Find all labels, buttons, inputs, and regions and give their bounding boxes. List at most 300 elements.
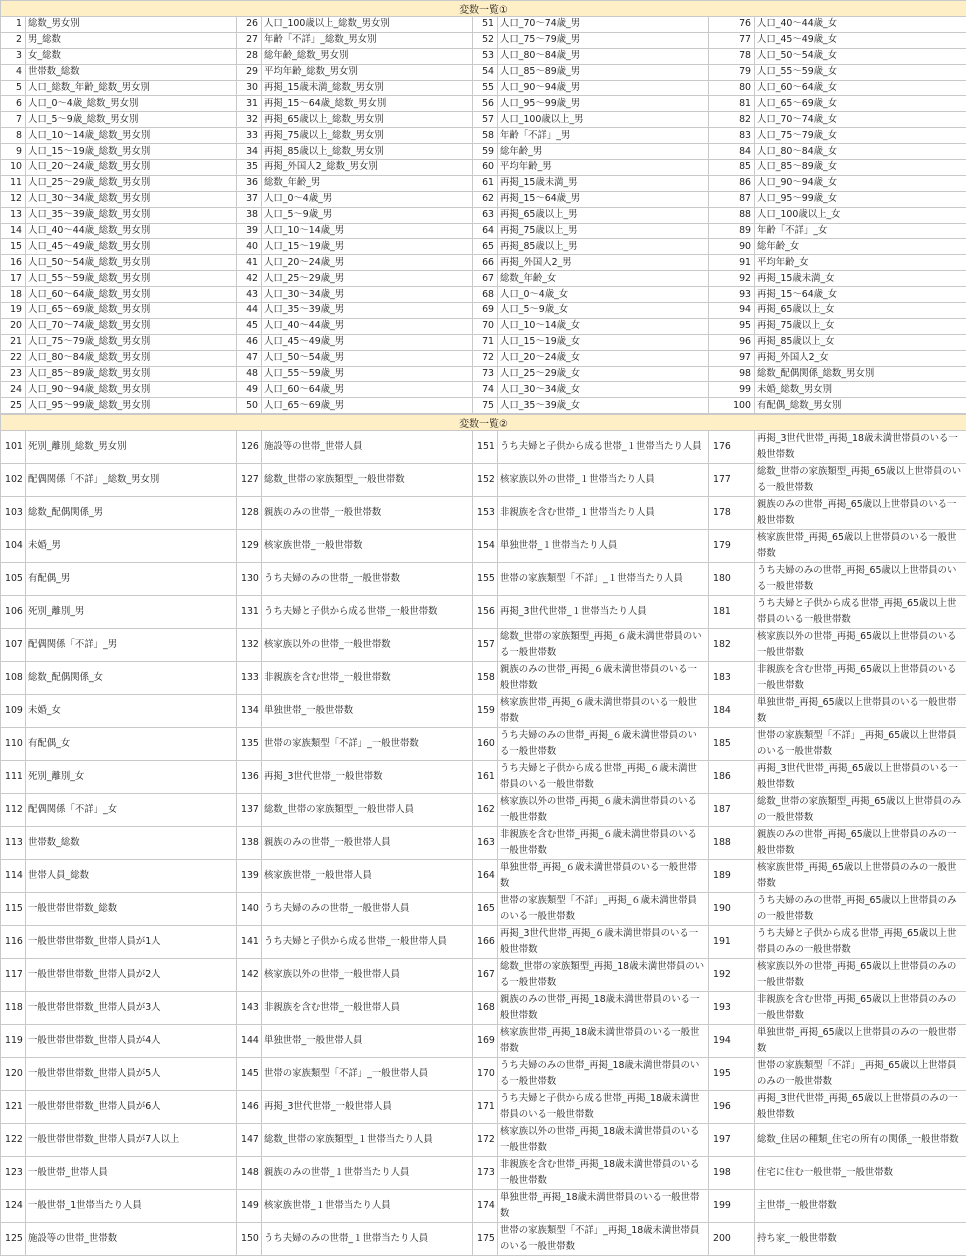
variable-number: 56 — [473, 96, 498, 112]
variable-name: 施設等の世帯_世帯人員 — [262, 431, 473, 464]
variable-name: 人口_0～4歳_女 — [498, 287, 709, 303]
variable-number: 167 — [473, 959, 498, 992]
variable-number: 137 — [237, 794, 262, 827]
variable-number: 118 — [1, 992, 26, 1025]
variable-number: 39 — [237, 223, 262, 239]
variable-number: 98 — [709, 366, 755, 382]
variable-number: 65 — [473, 239, 498, 255]
variable-name: 総数_世帯の家族類型_再掲_18歳未満世帯員のいる一般世帯数 — [498, 959, 709, 992]
variable-name: 人口_65～69歳_総数_男女別 — [26, 303, 237, 319]
variable-name: 平均年齢_総数_男女別 — [262, 64, 473, 80]
table-row — [1, 128, 966, 144]
table-row — [1, 959, 966, 992]
variable-number: 116 — [1, 926, 26, 959]
table-row — [1, 239, 966, 255]
variable-number: 84 — [709, 144, 755, 160]
variable-number: 33 — [237, 128, 262, 144]
variable-name: 総数_年齢_男 — [262, 175, 473, 191]
variable-number: 73 — [473, 366, 498, 382]
variable-number: 122 — [1, 1124, 26, 1157]
variable-name: 人口_95～99歳_男 — [498, 96, 709, 112]
table-row — [1, 366, 966, 382]
variable-name: 人口_70～74歳_男 — [498, 17, 709, 33]
variable-number: 139 — [237, 860, 262, 893]
variable-name: 核家族世帯_再掲_６歳未満世帯員のいる一般世帯数 — [498, 695, 709, 728]
variable-name: 総数_世帯の家族類型_１世帯当たり人員 — [262, 1124, 473, 1157]
variable-name: 親族のみの世帯_一般世帯数 — [262, 497, 473, 530]
table-row — [1, 191, 966, 207]
table-row — [1, 160, 966, 176]
variable-name: 一般世帯世帯数_世帯人員が2人 — [26, 959, 237, 992]
variable-name: 核家族世帯_再掲_65歳以上世帯員のいる一般世帯数 — [755, 530, 966, 563]
variable-number: 13 — [1, 207, 26, 223]
variable-name: 配偶関係「不詳」_男 — [26, 629, 237, 662]
variable-number: 109 — [1, 695, 26, 728]
variable-number: 180 — [709, 563, 755, 596]
variable-number: 155 — [473, 563, 498, 596]
variable-number: 14 — [1, 223, 26, 239]
variable-name: 人口_0～4歳_総数_男女別 — [26, 96, 237, 112]
variable-number: 140 — [237, 893, 262, 926]
variable-number: 195 — [709, 1058, 755, 1091]
variable-number: 153 — [473, 497, 498, 530]
table-row — [1, 175, 966, 191]
variable-number: 38 — [237, 207, 262, 223]
variable-name: 死別_離別_男 — [26, 596, 237, 629]
variable-list-2-body — [1, 431, 966, 1256]
variable-number: 159 — [473, 695, 498, 728]
variable-name: 人口_75～79歳_男 — [498, 32, 709, 48]
variable-number: 181 — [709, 596, 755, 629]
variable-name: うち夫婦のみの世帯_一般世帯人員 — [262, 893, 473, 926]
variable-number: 111 — [1, 761, 26, 794]
variable-number: 190 — [709, 893, 755, 926]
table-row — [1, 207, 966, 223]
variable-name: 総数_世帯の家族類型_一般世帯数 — [262, 464, 473, 497]
table-row — [1, 794, 966, 827]
variable-name: 一般世帯世帯数_世帯人員が6人 — [26, 1091, 237, 1124]
table-row — [1, 860, 966, 893]
variable-number: 53 — [473, 48, 498, 64]
variable-number: 131 — [237, 596, 262, 629]
variable-name: 非親族を含む世帯_再掲_６歳未満世帯員のいる一般世帯数 — [498, 827, 709, 860]
table-row — [1, 223, 966, 239]
variable-number: 187 — [709, 794, 755, 827]
variable-number: 179 — [709, 530, 755, 563]
variable-number: 29 — [237, 64, 262, 80]
variable-number: 166 — [473, 926, 498, 959]
variable-name: 再掲_外国人2_総数_男女別 — [262, 160, 473, 176]
variable-name: 再掲_3世代世帯_再掲_65歳以上世帯員のみの一般世帯数 — [755, 1091, 966, 1124]
variable-number: 141 — [237, 926, 262, 959]
variable-name: 人口_25～29歳_総数_男女別 — [26, 175, 237, 191]
variable-number: 34 — [237, 144, 262, 160]
variable-name: 人口_25～29歳_女 — [498, 366, 709, 382]
variable-number: 164 — [473, 860, 498, 893]
variable-number: 88 — [709, 207, 755, 223]
table-row — [1, 992, 966, 1025]
variable-name: 再掲_65歳以上_女 — [755, 303, 966, 319]
variable-number: 92 — [709, 271, 755, 287]
variable-name: 世帯の家族類型「不詳」_一般世帯人員 — [262, 1058, 473, 1091]
table-row — [1, 334, 966, 350]
variable-name: 核家族以外の世帯_再掲_18歳未満世帯員のいる一般世帯数 — [498, 1124, 709, 1157]
variable-name: うち夫婦のみの世帯_再掲_65歳以上世帯員のいる一般世帯数 — [755, 563, 966, 596]
variable-number: 28 — [237, 48, 262, 64]
section-header-1: 変数一覧① — [1, 1, 966, 17]
variable-number: 120 — [1, 1058, 26, 1091]
variable-number: 61 — [473, 175, 498, 191]
variable-name: 人口_80～84歳_総数_男女別 — [26, 350, 237, 366]
table-row — [1, 303, 966, 319]
variable-number: 91 — [709, 255, 755, 271]
table-row — [1, 318, 966, 334]
variable-name: 核家族以外の世帯_再掲_６歳未満世帯員のいる一般世帯数 — [498, 794, 709, 827]
variable-number: 70 — [473, 318, 498, 334]
variable-name: 世帯の家族類型「不詳」_再掲_65歳以上世帯員のみの一般世帯数 — [755, 1058, 966, 1091]
variable-name: うち夫婦のみの世帯_再掲_18歳未満世帯員のいる一般世帯数 — [498, 1058, 709, 1091]
variable-number: 132 — [237, 629, 262, 662]
variable-number: 57 — [473, 112, 498, 128]
variable-name: うち夫婦のみの世帯_再掲_６歳未満世帯員のいる一般世帯数 — [498, 728, 709, 761]
variable-number: 130 — [237, 563, 262, 596]
variable-name: 核家族以外の世帯_再掲_65歳以上世帯員のいる一般世帯数 — [755, 629, 966, 662]
variable-name: うち夫婦と子供から成る世帯_１世帯当たり人員 — [498, 431, 709, 464]
table-row — [1, 530, 966, 563]
variable-name: 人口_20～24歳_女 — [498, 350, 709, 366]
table-row — [1, 350, 966, 366]
variable-name: 人口_20～24歳_男 — [262, 255, 473, 271]
variable-name: 世帯数_総数 — [26, 827, 237, 860]
variable-number: 50 — [237, 398, 262, 414]
variable-name: 人口_45～49歳_総数_男女別 — [26, 239, 237, 255]
table-row — [1, 17, 966, 33]
variable-number: 96 — [709, 334, 755, 350]
table-row — [1, 287, 966, 303]
variable-number: 55 — [473, 80, 498, 96]
variable-name: 人口_70～74歳_総数_男女別 — [26, 318, 237, 334]
variable-name: 人口_100歳以上_男 — [498, 112, 709, 128]
variable-name: 再掲_65歳以上_男 — [498, 207, 709, 223]
variable-number: 40 — [237, 239, 262, 255]
variable-number: 103 — [1, 497, 26, 530]
variable-number: 160 — [473, 728, 498, 761]
variable-number: 71 — [473, 334, 498, 350]
variable-name: 再掲_85歳以上_男 — [498, 239, 709, 255]
variable-number: 191 — [709, 926, 755, 959]
variable-name: 人口_40～44歳_男 — [262, 318, 473, 334]
variable-name: 再掲_3世代世帯_再掲_18歳未満世帯員のいる一般世帯数 — [755, 431, 966, 464]
table-row — [1, 271, 966, 287]
variable-number: 97 — [709, 350, 755, 366]
variable-name: 再掲_3世代世帯_一般世帯人員 — [262, 1091, 473, 1124]
variable-name: 人口_15～19歳_総数_男女別 — [26, 144, 237, 160]
variable-number: 102 — [1, 464, 26, 497]
variable-name: 一般世帯世帯数_総数 — [26, 893, 237, 926]
variable-name: 人口_75～79歳_女 — [755, 128, 966, 144]
variable-name: 人口_0～4歳_男 — [262, 191, 473, 207]
variable-name: 人口_80～84歳_女 — [755, 144, 966, 160]
variable-number: 10 — [1, 160, 26, 176]
table-row — [1, 1025, 966, 1058]
variable-name: 再掲_3世代世帯_一般世帯数 — [262, 761, 473, 794]
variable-number: 54 — [473, 64, 498, 80]
variable-number: 171 — [473, 1091, 498, 1124]
variable-name: 核家族以外の世帯_一般世帯人員 — [262, 959, 473, 992]
variable-number: 113 — [1, 827, 26, 860]
variable-number: 95 — [709, 318, 755, 334]
variable-number: 76 — [709, 17, 755, 33]
table-row — [1, 255, 966, 271]
variable-number: 158 — [473, 662, 498, 695]
variable-name: うち夫婦のみの世帯_一般世帯数 — [262, 563, 473, 596]
variable-name: 人口_65～69歳_男 — [262, 398, 473, 414]
variable-name: 非親族を含む世帯_再掲_65歳以上世帯員のいる一般世帯数 — [755, 662, 966, 695]
table-row — [1, 48, 966, 64]
variable-number: 192 — [709, 959, 755, 992]
variable-number: 8 — [1, 128, 26, 144]
variable-name: 人口_15～19歳_女 — [498, 334, 709, 350]
variable-number: 77 — [709, 32, 755, 48]
variable-name: うち夫婦のみの世帯_１世帯当たり人員 — [262, 1223, 473, 1256]
variable-name: 配偶関係「不詳」_総数_男女別 — [26, 464, 237, 497]
variable-name: 再掲_外国人2_男 — [498, 255, 709, 271]
variable-name: 有配偶_女 — [26, 728, 237, 761]
variable-number: 127 — [237, 464, 262, 497]
variable-list-1-body — [1, 17, 966, 414]
variable-name: 人口_90～94歳_男 — [498, 80, 709, 96]
table-row — [1, 629, 966, 662]
variable-number: 36 — [237, 175, 262, 191]
variable-name: 単独世帯_再掲_18歳未満世帯員のいる一般世帯数 — [498, 1190, 709, 1223]
variable-name: 年齢「不詳」_総数_男女別 — [262, 32, 473, 48]
variable-name: 総数_世帯の家族類型_再掲_65歳以上世帯員のいる一般世帯数 — [755, 464, 966, 497]
variable-name: 親族のみの世帯_再掲_18歳未満世帯員のいる一般世帯数 — [498, 992, 709, 1025]
variable-number: 21 — [1, 334, 26, 350]
variable-name: 有配偶_男 — [26, 563, 237, 596]
variable-number: 117 — [1, 959, 26, 992]
variable-number: 108 — [1, 662, 26, 695]
variable-number: 83 — [709, 128, 755, 144]
variable-number: 64 — [473, 223, 498, 239]
variable-name: 総数_世帯の家族類型_一般世帯人員 — [262, 794, 473, 827]
variable-name: 核家族世帯_再掲_65歳以上世帯員のみの一般世帯数 — [755, 860, 966, 893]
variable-number: 32 — [237, 112, 262, 128]
variable-number: 75 — [473, 398, 498, 414]
variable-number: 85 — [709, 160, 755, 176]
variable-number: 45 — [237, 318, 262, 334]
variable-number: 126 — [237, 431, 262, 464]
variable-name: 人口_50～54歳_男 — [262, 350, 473, 366]
variable-number: 80 — [709, 80, 755, 96]
table-row — [1, 827, 966, 860]
variable-name: 世帯の家族類型「不詳」_１世帯当たり人員 — [498, 563, 709, 596]
variable-number: 15 — [1, 239, 26, 255]
variable-name: 人口_総数_年齢_総数_男女別 — [26, 80, 237, 96]
variable-name: 再掲_85歳以上_総数_男女別 — [262, 144, 473, 160]
table-row — [1, 926, 966, 959]
variable-name: 一般世帯_1世帯当たり人員 — [26, 1190, 237, 1223]
table-row — [1, 728, 966, 761]
variable-number: 142 — [237, 959, 262, 992]
variable-name: 一般世帯_世帯人員 — [26, 1157, 237, 1190]
variable-name: 再掲_3世代世帯_再掲_６歳未満世帯員のいる一般世帯数 — [498, 926, 709, 959]
variable-number: 123 — [1, 1157, 26, 1190]
variable-name: うち夫婦と子供から成る世帯_再掲_18歳未満世帯員のいる一般世帯数 — [498, 1091, 709, 1124]
variable-number: 128 — [237, 497, 262, 530]
variable-number: 82 — [709, 112, 755, 128]
variable-number: 3 — [1, 48, 26, 64]
variable-number: 60 — [473, 160, 498, 176]
variable-name: 再掲_15歳未満_男 — [498, 175, 709, 191]
variable-name: 持ち家_一般世帯数 — [755, 1223, 966, 1256]
variable-name: 単独世帯_１世帯当たり人員 — [498, 530, 709, 563]
variable-name: 人口_55～59歳_総数_男女別 — [26, 271, 237, 287]
table-row — [1, 497, 966, 530]
variable-number: 149 — [237, 1190, 262, 1223]
variable-number: 24 — [1, 382, 26, 398]
variable-number: 176 — [709, 431, 755, 464]
variable-number: 150 — [237, 1223, 262, 1256]
variable-number: 119 — [1, 1025, 26, 1058]
variable-name: 一般世帯世帯数_世帯人員が1人 — [26, 926, 237, 959]
variable-name: 人口_30～34歳_男 — [262, 287, 473, 303]
variable-number: 110 — [1, 728, 26, 761]
variable-name: 総数_配偶関係_女 — [26, 662, 237, 695]
variable-number: 30 — [237, 80, 262, 96]
table-row — [1, 80, 966, 96]
variable-name: 再掲_3世代世帯_１世帯当たり人員 — [498, 596, 709, 629]
variable-number: 185 — [709, 728, 755, 761]
variable-number: 26 — [237, 17, 262, 33]
variable-number: 163 — [473, 827, 498, 860]
variable-number: 104 — [1, 530, 26, 563]
table-row — [1, 1124, 966, 1157]
variable-name: 世帯の家族類型「不詳」_再掲_18歳未満世帯員のいる一般世帯数 — [498, 1223, 709, 1256]
variable-name: 核家族世帯_一般世帯数 — [262, 530, 473, 563]
variable-name: 再掲_15～64歳_女 — [755, 287, 966, 303]
variable-number: 44 — [237, 303, 262, 319]
variable-name: うち夫婦のみの世帯_再掲_65歳以上世帯員のみの一般世帯数 — [755, 893, 966, 926]
variable-name: 未婚_男 — [26, 530, 237, 563]
variable-name: 人口_85～89歳_総数_男女別 — [26, 366, 237, 382]
variable-name: 人口_100歳以上_総数_男女別 — [262, 17, 473, 33]
variable-number: 90 — [709, 239, 755, 255]
variable-number: 147 — [237, 1124, 262, 1157]
variable-number: 189 — [709, 860, 755, 893]
variable-name: 非親族を含む世帯_１世帯当たり人員 — [498, 497, 709, 530]
variable-name: 人口_55～59歳_男 — [262, 366, 473, 382]
table-row — [1, 1190, 966, 1223]
variable-number: 100 — [709, 398, 755, 414]
variable-name: 世帯数_総数 — [26, 64, 237, 80]
variable-name: 核家族以外の世帯_一般世帯数 — [262, 629, 473, 662]
variable-name: 非親族を含む世帯_再掲_65歳以上世帯員のみの一般世帯数 — [755, 992, 966, 1025]
variable-number: 173 — [473, 1157, 498, 1190]
variable-name: 単独世帯_再掲_65歳以上世帯員のいる一般世帯数 — [755, 695, 966, 728]
variable-number: 48 — [237, 366, 262, 382]
table-row — [1, 32, 966, 48]
variable-name: 総年齢_男 — [498, 144, 709, 160]
variable-number: 114 — [1, 860, 26, 893]
variable-number: 177 — [709, 464, 755, 497]
variable-number: 124 — [1, 1190, 26, 1223]
variable-number: 27 — [237, 32, 262, 48]
variable-number: 115 — [1, 893, 26, 926]
variable-number: 87 — [709, 191, 755, 207]
variable-name: 再掲_65歳以上_総数_男女別 — [262, 112, 473, 128]
table-row — [1, 695, 966, 728]
table-row — [1, 144, 966, 160]
variable-number: 162 — [473, 794, 498, 827]
variable-number: 62 — [473, 191, 498, 207]
variable-name: 人口_10～14歳_女 — [498, 318, 709, 334]
variable-name: 有配偶_総数_男女別 — [755, 398, 966, 414]
variable-number: 193 — [709, 992, 755, 1025]
variable-number: 186 — [709, 761, 755, 794]
variable-name: 未婚_女 — [26, 695, 237, 728]
variable-name: 人口_75～79歳_総数_男女別 — [26, 334, 237, 350]
variable-name: うち夫婦と子供から成る世帯_一般世帯数 — [262, 596, 473, 629]
variable-number: 188 — [709, 827, 755, 860]
variable-name: 人口_55～59歳_女 — [755, 64, 966, 80]
variable-name: 年齢「不詳」_男 — [498, 128, 709, 144]
variable-number: 112 — [1, 794, 26, 827]
variable-name: 人口_95～99歳_総数_男女別 — [26, 398, 237, 414]
variable-number: 199 — [709, 1190, 755, 1223]
variable-number: 145 — [237, 1058, 262, 1091]
variable-number: 42 — [237, 271, 262, 287]
variable-name: 非親族を含む世帯_一般世帯数 — [262, 662, 473, 695]
variable-number: 182 — [709, 629, 755, 662]
variable-name: 世帯人員_総数 — [26, 860, 237, 893]
variable-name: 人口_50～54歳_女 — [755, 48, 966, 64]
variable-name: 未婚_総数_男女別 — [755, 382, 966, 398]
variable-name: 核家族世帯_再掲_18歳未満世帯員のいる一般世帯数 — [498, 1025, 709, 1058]
variable-number: 143 — [237, 992, 262, 1025]
table-row — [1, 1058, 966, 1091]
table-row — [1, 382, 966, 398]
table-row — [1, 662, 966, 695]
variable-name: 親族のみの世帯_再掲_65歳以上世帯員のみの一般世帯数 — [755, 827, 966, 860]
variable-name: 人口_35～39歳_女 — [498, 398, 709, 414]
variable-name: 単独世帯_一般世帯数 — [262, 695, 473, 728]
variable-number: 1 — [1, 17, 26, 33]
variable-number: 157 — [473, 629, 498, 662]
variable-name: 人口_85～89歳_男 — [498, 64, 709, 80]
variable-number: 196 — [709, 1091, 755, 1124]
variable-number: 41 — [237, 255, 262, 271]
variable-number: 169 — [473, 1025, 498, 1058]
table-row — [1, 1223, 966, 1256]
variable-number: 168 — [473, 992, 498, 1025]
variable-name: 総数_男女別 — [26, 17, 237, 33]
variable-name: 総数_世帯の家族類型_再掲_６歳未満世帯員のいる一般世帯数 — [498, 629, 709, 662]
variable-number: 184 — [709, 695, 755, 728]
variable-number: 174 — [473, 1190, 498, 1223]
variable-number: 156 — [473, 596, 498, 629]
variable-number: 178 — [709, 497, 755, 530]
variable-number: 63 — [473, 207, 498, 223]
variable-number: 19 — [1, 303, 26, 319]
variable-number: 136 — [237, 761, 262, 794]
variable-name: 核家族以外の世帯_再掲_65歳以上世帯員のみの一般世帯数 — [755, 959, 966, 992]
variable-name: 人口_80～84歳_男 — [498, 48, 709, 64]
variable-number: 200 — [709, 1223, 755, 1256]
variable-name: 再掲_外国人2_女 — [755, 350, 966, 366]
variable-number: 198 — [709, 1157, 755, 1190]
variable-name: 人口_30～34歳_総数_男女別 — [26, 191, 237, 207]
